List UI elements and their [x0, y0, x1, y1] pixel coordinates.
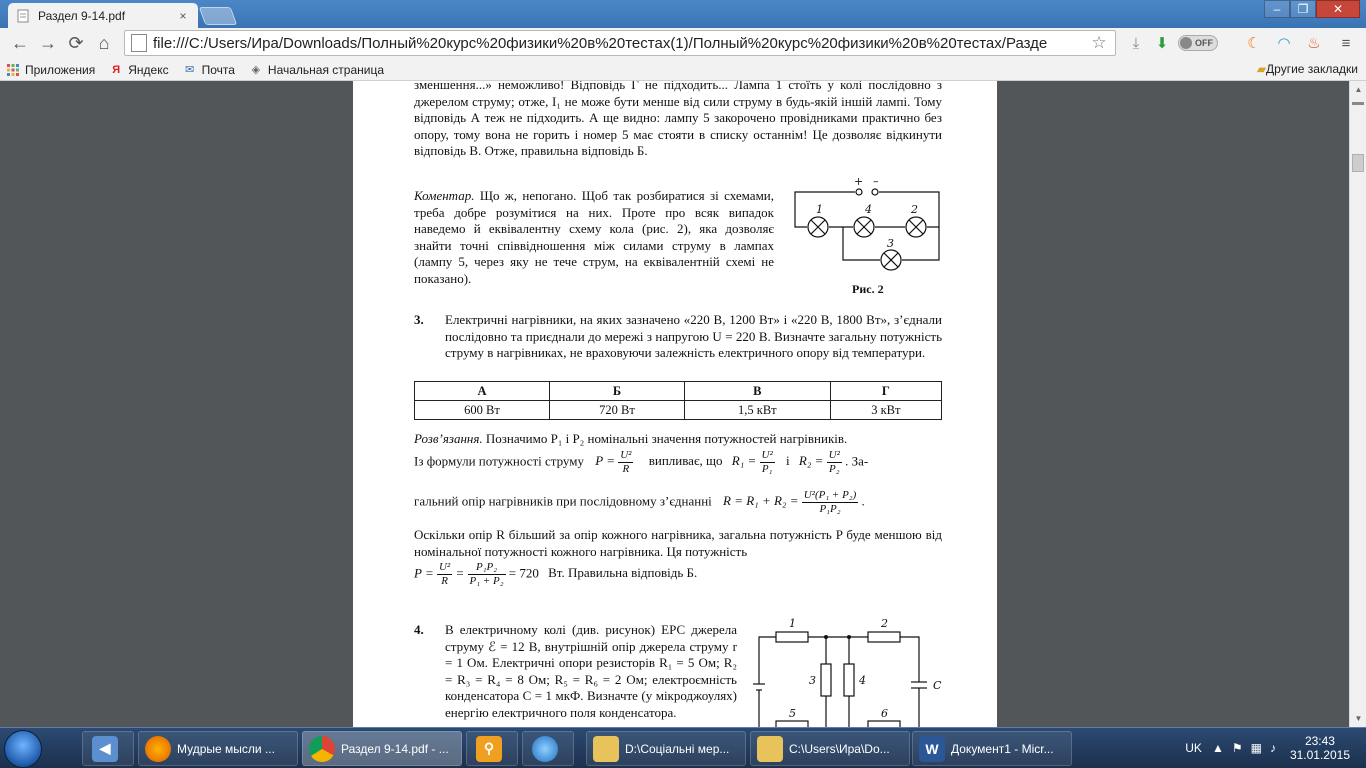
bookmark-mail[interactable]: [183, 63, 235, 77]
word-icon: W: [919, 736, 945, 762]
clock-date: 31.01.2015: [1289, 748, 1350, 762]
fraction-total-r: [802, 489, 859, 516]
browser-toolbar: [0, 28, 1366, 59]
clock-time: 23:43: [1304, 734, 1335, 748]
answer-head-b: Б: [549, 382, 684, 401]
fraction-u2-p2: [827, 449, 842, 476]
formula-r2: R₂ =: [798, 453, 824, 469]
frac-num: U²: [761, 449, 773, 461]
taskbar-browser[interactable]: [522, 731, 574, 766]
fig2-lamp-4: 4: [865, 203, 872, 216]
fig4-r1: 1: [789, 617, 796, 630]
c-ext-icon[interactable]: ☾: [1247, 35, 1261, 52]
solution-line-5: [414, 561, 697, 588]
close-button[interactable]: ✕: [1316, 0, 1360, 18]
taskbar-search-app[interactable]: [466, 731, 518, 766]
system-tray: [1185, 728, 1366, 768]
bookmark-star-icon[interactable]: ☆: [1091, 33, 1107, 52]
minimize-button[interactable]: ‒: [1264, 0, 1290, 18]
task-label: D:\Соціальні мер...: [625, 741, 730, 756]
comment-label: Коментар.: [414, 188, 475, 203]
sync-ext-icon[interactable]: ⬇: [1155, 35, 1169, 52]
folder-icon: ▰: [1256, 62, 1267, 76]
yandex-icon: Я: [112, 63, 121, 76]
clock[interactable]: [1290, 734, 1350, 762]
solution-text-2d: . За-: [845, 453, 869, 469]
task-4-number: 4.: [414, 622, 424, 637]
pdf-viewer[interactable]: [0, 81, 1349, 727]
answer-head-v: В: [684, 382, 830, 401]
media-player-icon: ◀: [92, 736, 118, 762]
browser-globe-icon: [532, 736, 558, 762]
new-tab-button[interactable]: [199, 7, 238, 25]
tray-chevron-icon[interactable]: ▲: [1211, 741, 1224, 755]
bookmark-label: Начальная страница: [267, 62, 385, 77]
fraction-u2-p1: [760, 449, 775, 476]
home-page-icon: ◈: [251, 64, 261, 76]
frac-den: P₁: [761, 463, 773, 475]
answer-head-g: Г: [830, 382, 941, 401]
formula-eq: =: [455, 565, 465, 581]
solution-text-2b: випливає, що: [648, 453, 723, 469]
answer-value-a: 600 Вт: [415, 401, 550, 420]
flame-ext-icon[interactable]: ♨: [1307, 35, 1321, 52]
fig2-plus: +: [854, 177, 864, 188]
network-icon[interactable]: ▦: [1250, 741, 1262, 755]
scroll-thumb[interactable]: [1352, 154, 1364, 172]
formula-result: = 720: [508, 565, 539, 581]
search-app-icon: ⚲: [476, 736, 502, 762]
answer-value-g: 3 кВт: [830, 401, 941, 420]
answer-value-v: 1,5 кВт: [684, 401, 830, 420]
volume-icon[interactable]: ♪: [1269, 741, 1276, 755]
fraction-prod-sum: [468, 561, 506, 588]
taskbar-word[interactable]: [912, 731, 1072, 766]
comment-paragraph: [414, 188, 774, 287]
bookmark-apps[interactable]: [6, 63, 95, 77]
frac-num: P₁P₂: [468, 561, 506, 575]
url-text[interactable]: file:///C:/Users/Ира/Downloads/Полный%20курс%20физики%20в%20тестах(1)/Полный%20курс%20физики%20в%20тестах/Разде: [153, 34, 1048, 52]
pdf-page: [353, 81, 997, 727]
chrome-icon: [309, 736, 335, 762]
scroll-up-icon[interactable]: ▲: [1354, 85, 1363, 94]
folder-icon: [593, 736, 619, 762]
figure-2-circuit: [785, 177, 955, 277]
maximize-button[interactable]: ❐: [1290, 0, 1316, 18]
task-3-number: 3.: [414, 312, 424, 327]
fraction-u2-r-final: [437, 561, 452, 588]
frac-num: U²: [828, 449, 840, 461]
bookmark-label: Приложения: [25, 62, 96, 77]
taskbar-folder-c[interactable]: [750, 731, 910, 766]
bookmark-start-page[interactable]: [249, 63, 384, 77]
scroll-marker: [1352, 102, 1364, 105]
formula-r-sum: R = R₁ + R₂ =: [723, 493, 799, 509]
fig2-lamp-3: 3: [887, 237, 894, 250]
other-bookmarks[interactable]: [1257, 62, 1358, 76]
off-toggle[interactable]: OFF: [1178, 35, 1218, 51]
task-label: Документ1 - Micr...: [951, 741, 1054, 756]
formula-p-final: P =: [414, 565, 434, 581]
fig2-lamp-2: 2: [911, 203, 918, 216]
fig4-r2: 2: [881, 617, 888, 630]
back-arrow-icon[interactable]: ←: [11, 33, 29, 53]
bookmark-label: Яндекс: [128, 62, 169, 77]
frac-num: U²: [620, 449, 632, 461]
solution-line-2: [414, 449, 868, 476]
solution-text-1: Позначимо P₁ і P₂ номінальні значення потужностей нагрівників.: [485, 431, 848, 446]
solution-label: Розв’язання.: [414, 431, 483, 446]
fraction-u2-r: [618, 449, 633, 476]
fig4-r5: 5: [789, 707, 796, 720]
formula-p: P =: [595, 453, 615, 469]
solution-line-1: [414, 431, 942, 448]
bookmark-label: Почта: [201, 62, 235, 77]
menu-icon[interactable]: ≡: [1341, 34, 1351, 52]
address-bar[interactable]: [124, 30, 1116, 56]
task-label: C:\Users\Ира\Do...: [789, 741, 890, 756]
taskbar-media-player[interactable]: [82, 731, 134, 766]
task-label: Мудрые мысли ...: [177, 741, 275, 756]
figure-4-circuit: [751, 614, 951, 727]
fig2-lamp-1: 1: [816, 203, 823, 216]
frac-den: P₂: [828, 463, 840, 475]
task-label: Раздел 9-14.pdf - ...: [341, 741, 449, 756]
task-4-text: В електричному колі (див. рисунок) ЕРС джерела струму ℰ = 12 В, внутрішній опір джерела струму r = 1 Ом. Електричні опори резисторів R₁ = 5 Ом; R₂ = R₃ = R₄ = 8 Ом; R₅ = R₆ = 2 Ом; електроємність конденсатора C = 1 мкФ. Визначте (у мікроджоулях) енергію електричного поля конденсатора.: [445, 622, 737, 720]
taskbar-folder-d[interactable]: [586, 731, 746, 766]
solution-text-2c: і: [786, 453, 790, 469]
pdf-file-icon: [16, 9, 30, 23]
scroll-down-icon[interactable]: ▼: [1354, 714, 1363, 723]
bookmark-yandex[interactable]: [109, 63, 168, 77]
solution-line-4: Оскільки опір R більший за опір кожного нагрівника, загальна потужність P буде меншою від номінальної потужності кожного нагрівника. Ця потужність: [414, 527, 942, 559]
frac-num: U²: [438, 561, 451, 573]
page-icon: [131, 34, 147, 52]
comment-text: Що ж, непогано. Щоб так розбиратися зі схемами, треба добре розумітися на них. Проте про всяк випадок наведемо й еквівалентну схему кола (рис. 2), яка дозволяє знайти точні співвідношення між силами струму в лампах (лампу 5, через яку не тече струм, на еквівалентній схемі не показано).: [414, 188, 774, 286]
frac-den: R: [622, 463, 630, 475]
frac-den: P₁P₂: [819, 503, 841, 515]
frac-den: P₁ + P₂: [469, 575, 504, 587]
vertical-scrollbar[interactable]: [1349, 81, 1366, 727]
fig4-r4: 4: [859, 674, 866, 687]
home-icon[interactable]: ⌂: [98, 33, 110, 53]
intro-paragraph: зменшення...» неможливо! Відповідь Г не підходить... Лампа 1 стоїть у колі послідовно з джерелом струму; отже, I₁ не може бути менше від сили струму в будь-якій іншій лампі. Тому відповідь А теж не підходить. А ще видно: лампу 5 закорочено провідниками практично без опору, тому вона не горить і номер 5 має стояти в списку останнім! Це дозволяє відкинути відповідь В. Отже, правильна відповідь Б.: [414, 81, 942, 158]
solution-text-5: Вт. Правильна відповідь Б.: [548, 565, 698, 581]
fig4-r6: 6: [881, 707, 888, 720]
answer-head-a: А: [415, 382, 550, 401]
solution-text-3: гальний опір нагрівників при послідовному з’єднанні: [414, 493, 712, 509]
frac-num: U²(P₁ + P₂): [803, 489, 857, 501]
fig4-c: C: [933, 679, 942, 692]
fig4-r3: 3: [809, 674, 816, 687]
browser-titlebar: [0, 0, 1366, 28]
headphones-ext-icon[interactable]: ◠: [1277, 35, 1291, 52]
mail-icon: ✉: [184, 64, 195, 76]
taskbar-chrome-pdf[interactable]: [302, 731, 462, 766]
tab-close-icon[interactable]: ×: [179, 8, 187, 23]
solution-text-2a: Із формули потужності струму: [414, 453, 584, 469]
taskbar-firefox[interactable]: [138, 731, 298, 766]
language-indicator[interactable]: UK: [1185, 741, 1202, 755]
window-controls: [1264, 0, 1360, 18]
apps-grid-icon: [6, 63, 20, 77]
bookmarks-bar: [0, 59, 1366, 81]
tab-pdf[interactable]: [8, 3, 198, 28]
fig2-minus: –: [873, 177, 879, 188]
figure-caption: Рис. 2: [852, 282, 884, 296]
tab-title: Раздел 9-14.pdf: [38, 8, 126, 23]
flag-icon[interactable]: ⚑: [1231, 741, 1243, 755]
other-bookmarks-label: Другие закладки: [1266, 62, 1358, 76]
formula-r1: R₁ =: [731, 453, 757, 469]
answers-table: [414, 381, 942, 420]
firefox-icon: [145, 736, 171, 762]
answer-value-b: 720 Вт: [549, 401, 684, 420]
frac-den: R: [441, 575, 448, 587]
start-button[interactable]: [4, 730, 42, 768]
task-3-text: Електричні нагрівники, на яких зазначено «220 В, 1200 Вт» і «220 В, 1800 Вт», з’єднали послідовно та приєднали до мережі з напругою U = 220 В. Визначте загальну потужність струму в нагрівниках, не враховуючи залежність електричного опору від температури.: [445, 312, 942, 360]
windows-taskbar: [0, 727, 1366, 768]
reload-icon[interactable]: ⟳: [68, 33, 84, 53]
forward-arrow-icon[interactable]: →: [39, 33, 57, 53]
solution-line-3: гальний опір нагрівників при послідовному з’єднанні R = R₁ + R₂ = $\frac{\text{U²(P₁ + P₂)}}{\text{P₁P₂}}$ .: [414, 489, 865, 515]
folder-icon: [757, 736, 783, 762]
download-ext-icon[interactable]: ⤓: [1132, 34, 1140, 52]
